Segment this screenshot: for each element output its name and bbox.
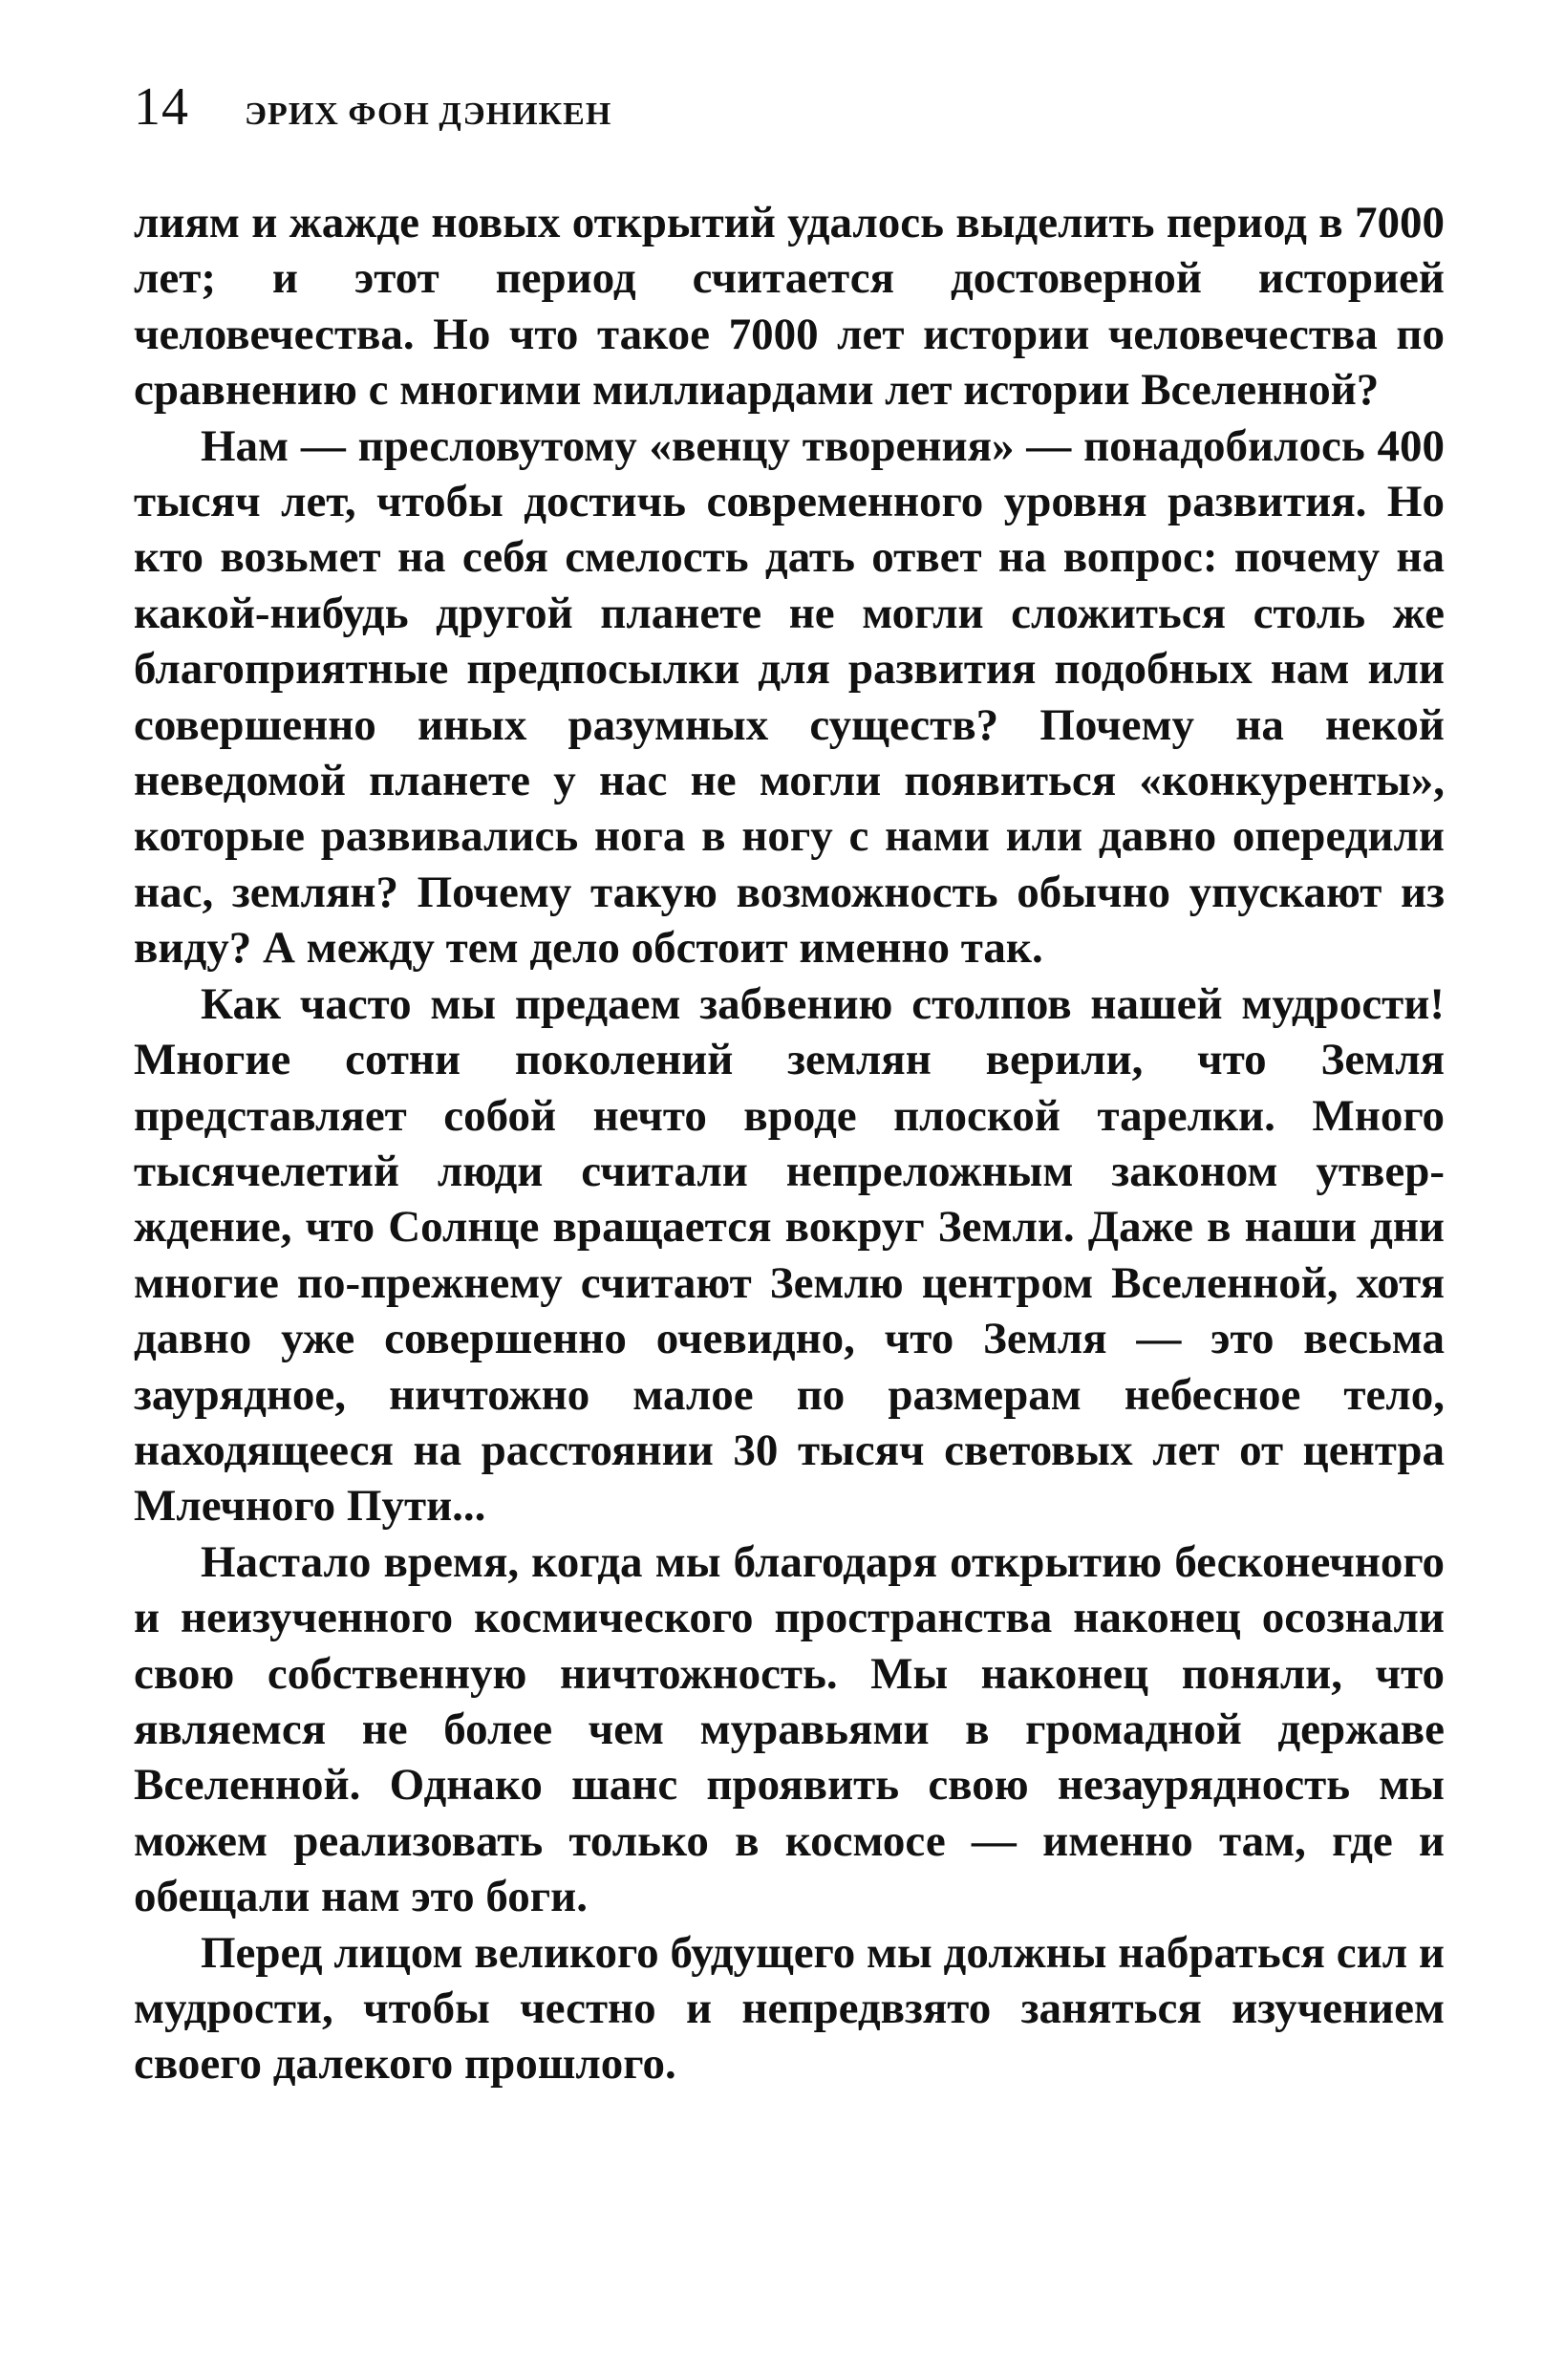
paragraph: Нам — пресловутому «венцу творения» — понадобилось 400 тысяч лет, чтобы достичь современного уровня развития. Но кто возьмет на себя смелость дать ответ на вопрос: почему на какой-нибудь другой планете не могли сложиться столь же благоприятные предпосылки для развития подобных нам или совершенно иных разумных существ? Почему на некой неведомой планете у нас не могли появиться «конкуренты», которые развивались нога в ногу с нами или давно опередили нас, землян? Почему такую возможность обычно упускают из виду? А между тем дело обстоит именно так. bbox=[134, 420, 1445, 974]
paragraph: Как часто мы предаем забвению столпов нашей мудрости! Многие сотни поколений землян верили, что Земля представляет собой нечто вроде плоской тарелки. Много тысячелетий люди считали непреложным законом утверждение, что Солнце вращается вокруг Земли. Даже в наши дни многие по-прежнему считают Землю центром Вселенной, хотя давно уже совершенно очевидно, что Земля — это весьма заурядное, ничтожно малое по размерам небесное тело, находящееся на расстоянии 30 тысяч световых лет от центра Млечного Пути... bbox=[134, 978, 1445, 1532]
book-page bbox=[134, 76, 1445, 2092]
paragraph: Настало время, когда мы благодаря открытию бесконечного и неизученного космического пространства наконец осознали свою собственную ничтожность. Мы наконец поняли, что являемся не более чем муравьями в громадной державе Вселенной. Однако шанс проявить свою незаурядность мы можем реализовать только в космосе — именно там, где и обещали нам это боги. bbox=[134, 1536, 1445, 1922]
running-head-author: ЭРИХ ФОН ДЭНИКЕН bbox=[245, 96, 612, 132]
paragraph: Перед лицом великого будущего мы должны набраться сил и мудрости, чтобы честно и непредвзято заняться изучением своего далекого прошлого. bbox=[134, 1927, 1445, 2090]
page-number: 14 bbox=[134, 77, 189, 137]
paragraph: лиям и жажде новых открытий удалось выделить период в 7000 лет; и этот период считается достоверной историей человечества. Но что такое 7000 лет истории человечества по сравнению с многими миллиардами лет истории Вселенной? bbox=[134, 198, 1445, 416]
running-head bbox=[134, 76, 1445, 153]
body-text bbox=[134, 195, 1445, 2092]
